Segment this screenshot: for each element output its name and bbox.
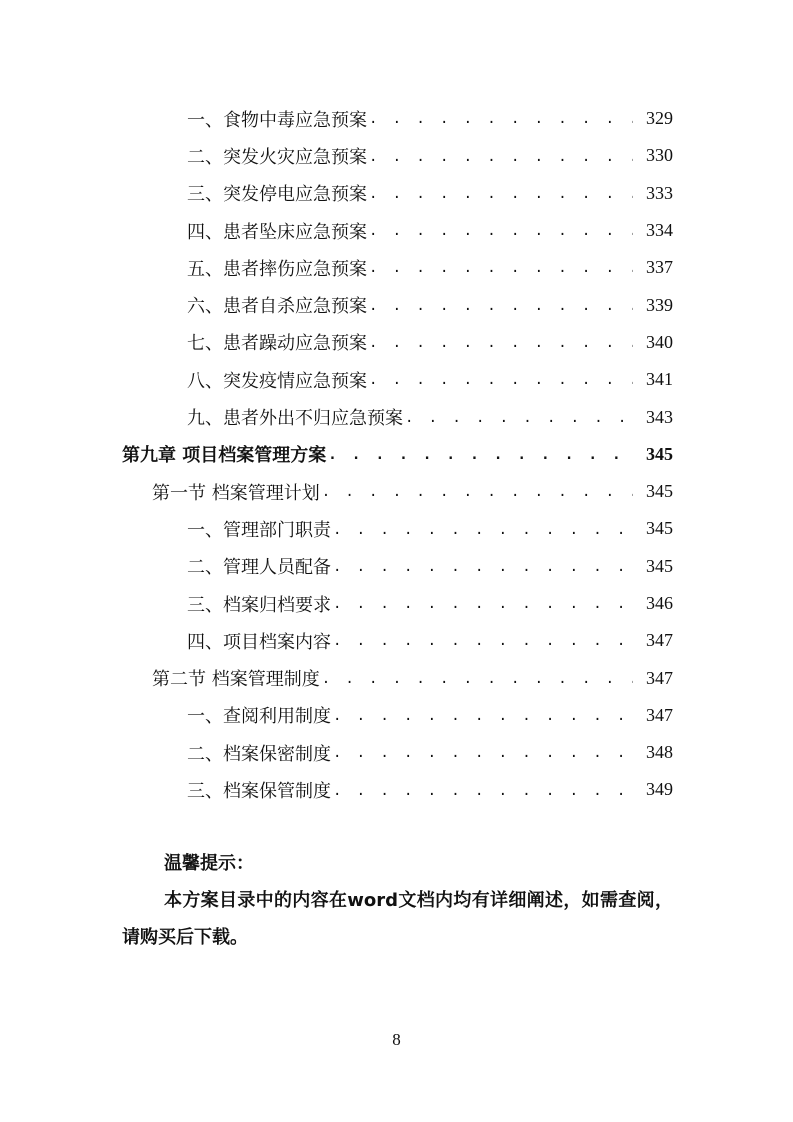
toc-entry-item[interactable] (0, 734, 793, 771)
toc-entry-item[interactable] (0, 398, 793, 435)
toc-page-number: 347 (646, 704, 673, 725)
toc-page-number: 340 (646, 331, 673, 352)
toc-entry-title: 三、档案归档要求 (187, 594, 331, 616)
toc-page-number: 341 (646, 369, 673, 390)
toc-dot-leader (333, 631, 633, 650)
toc-entry-title: 六、患者自杀应急预案 (187, 296, 367, 318)
toc-dot-leader (333, 706, 633, 725)
toc-entry-item[interactable] (0, 286, 793, 323)
toc-dot-leader (369, 333, 633, 352)
toc-entry-title: 五、患者摔伤应急预案 (187, 258, 367, 280)
toc-dot-leader (369, 184, 633, 203)
toc-entry-title: 一、管理部门职责 (187, 519, 331, 541)
toc-entry-title: 二、突发火灾应急预案 (187, 146, 367, 168)
toc-dot-leader (369, 221, 633, 240)
toc-dot-leader (369, 296, 633, 315)
toc-entry-section[interactable] (0, 473, 793, 510)
toc-page-number: 345 (646, 443, 673, 464)
toc-entry-item[interactable] (0, 697, 793, 734)
toc-page-number: 345 (646, 518, 673, 539)
toc-page-number: 349 (646, 779, 673, 800)
toc-entry-section[interactable] (0, 659, 793, 696)
toc-page-number: 346 (646, 593, 673, 613)
toc-entry-title: 第二节 档案管理制度 (152, 669, 320, 691)
toc-page-number: 333 (646, 182, 673, 203)
toc-entry-title: 七、患者躁动应急预案 (187, 333, 367, 355)
toc-dot-leader (333, 557, 633, 576)
toc-dot-leader (369, 109, 633, 128)
toc-page-number: 345 (646, 555, 673, 576)
toc-entry-title: 第九章 项目档案管理方案 (122, 445, 327, 467)
toc-page-number: 339 (646, 294, 673, 315)
toc-entry-title: 九、患者外出不归应急预案 (187, 408, 403, 430)
toc-entry-item[interactable] (0, 771, 793, 808)
notice-heading: 温馨提示： (164, 853, 254, 874)
toc-page-number: 334 (646, 220, 673, 241)
toc-dot-leader (369, 147, 633, 166)
toc-page-number: 347 (646, 667, 673, 688)
toc-page-number: 337 (646, 257, 673, 278)
toc-entry-item[interactable] (0, 212, 793, 249)
toc-dot-leader (322, 482, 633, 501)
toc-entry-title: 四、项目档案内容 (187, 631, 331, 653)
toc-dot-leader (333, 743, 633, 762)
toc-entry-title: 二、档案保密制度 (187, 743, 331, 765)
toc-page-number: 347 (646, 630, 673, 651)
toc-dot-leader (328, 445, 633, 464)
toc-entry-item[interactable] (0, 137, 793, 174)
toc-entry-item[interactable] (0, 100, 793, 137)
toc-entry-item[interactable] (0, 175, 793, 212)
toc-entry-title: 一、食物中毒应急预案 (187, 109, 367, 131)
toc-dot-leader (333, 594, 633, 613)
toc-dot-leader (322, 669, 633, 688)
toc-entry-title: 四、患者坠床应急预案 (187, 221, 367, 243)
toc-entry-chapter[interactable] (0, 436, 793, 473)
toc-entry-title: 第一节 档案管理计划 (152, 482, 320, 504)
toc-entry-title: 二、管理人员配备 (187, 557, 331, 579)
toc-dot-leader (333, 781, 633, 800)
notice-block (122, 845, 673, 956)
toc-entry-item[interactable] (0, 585, 793, 622)
toc-dot-leader (333, 520, 633, 539)
toc-entry-item[interactable] (0, 324, 793, 361)
notice-body: 本方案目录中的内容在word文档内均有详细阐述，如需查阅，请购买后下载。 (122, 890, 673, 948)
toc-entry-item[interactable] (0, 249, 793, 286)
toc-page-number: 348 (646, 742, 673, 763)
toc-entry-title: 一、查阅利用制度 (187, 706, 331, 728)
toc-page-number: 330 (646, 145, 673, 166)
toc-entry-item[interactable] (0, 510, 793, 547)
toc-entry-title: 三、档案保管制度 (187, 780, 331, 802)
toc-page-number: 343 (646, 406, 673, 427)
table-of-contents (0, 100, 793, 809)
toc-entry-item[interactable] (0, 361, 793, 398)
toc-entry-title: 三、突发停电应急预案 (187, 184, 367, 206)
toc-entry-item[interactable] (0, 548, 793, 585)
toc-entry-item[interactable] (0, 622, 793, 659)
toc-entry-title: 八、突发疫情应急预案 (187, 370, 367, 392)
toc-dot-leader (369, 370, 633, 389)
toc-dot-leader (405, 408, 633, 427)
toc-page-number: 329 (646, 108, 673, 129)
toc-dot-leader (369, 258, 633, 277)
page-number: 8 (392, 1030, 401, 1049)
toc-page-number: 345 (646, 481, 673, 502)
